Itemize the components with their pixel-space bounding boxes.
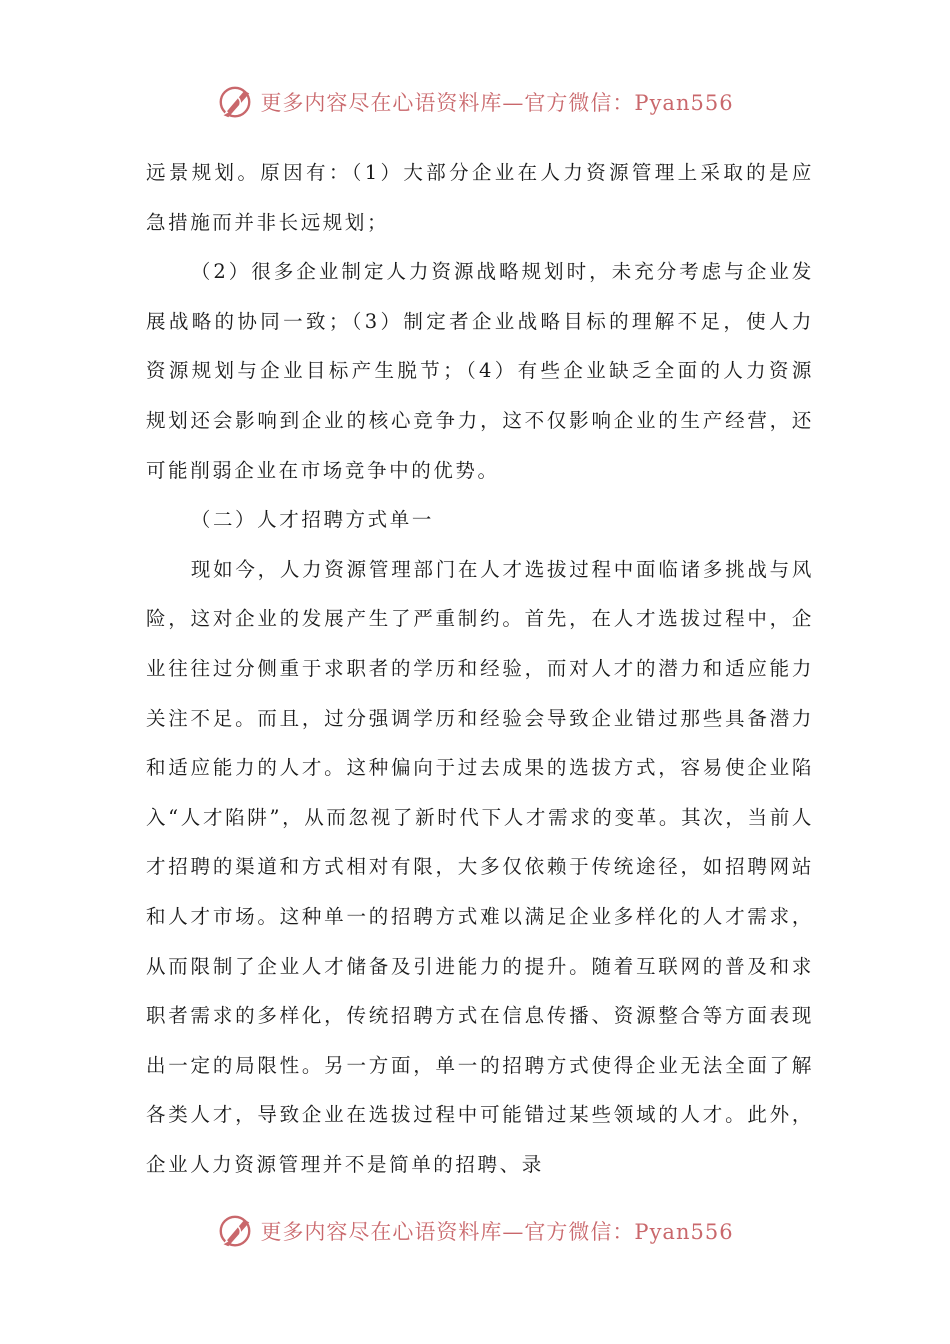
- pen-logo-icon: [216, 1212, 254, 1250]
- header-banner-text: 更多内容尽在心语资料库—官方微信：Pyan556: [260, 91, 734, 115]
- footer-banner-text: 更多内容尽在心语资料库—官方微信：Pyan556: [260, 1220, 734, 1244]
- paragraph-2: （2）很多企业制定人力资源战略规划时，未充分考虑与企业发展战略的协同一致；（3）制定者企业战略目标的理解不足，使人力资源规划与企业目标产生脱节；（4）有些企业缺乏全面的人力资源规划还会影响到企业的核心竞争力，这不仅影响企业的生产经营，还可能削弱企业在市场竞争中的优势。: [146, 260, 814, 482]
- pen-logo-icon: [216, 83, 254, 121]
- section-heading: （二）人才招聘方式单一: [190, 508, 434, 532]
- footer-banner: [0, 1209, 950, 1253]
- paragraph-1: 远景规划。原因有：（1）大部分企业在人力资源管理上采取的是应急措施而并非长远规划；: [146, 161, 814, 234]
- document-body: [146, 148, 814, 1189]
- header-banner: [0, 80, 950, 124]
- paragraph-3: 现如今，人力资源管理部门在人才选拔过程中面临诸多挑战与风险，这对企业的发展产生了严重制约。首先，在人才选拔过程中，企业往往过分侧重于求职者的学历和经验，而对人才的潜力和适应能力关注不足。而且，过分强调学历和经验会导致企业错过那些具备潜力和适应能力的人才。这种偏向于过去成果的选拔方式，容易使企业陷入“人才陷阱”，从而忽视了新时代下人才需求的变革。其次，当前人才招聘的渠道和方式相对有限，大多仅依赖于传统途径，如招聘网站和人才市场。这种单一的招聘方式难以满足企业多样化的人才需求，从而限制了企业人才储备及引进能力的提升。随着互联网的普及和求职者需求的多样化，传统招聘方式在信息传播、资源整合等方面表现出一定的局限性。另一方面，单一的招聘方式使得企业无法全面了解各类人才，导致企业在选拔过程中可能错过某些领域的人才。此外，企业人力资源管理并不是简单的招聘、录: [146, 557, 814, 1176]
